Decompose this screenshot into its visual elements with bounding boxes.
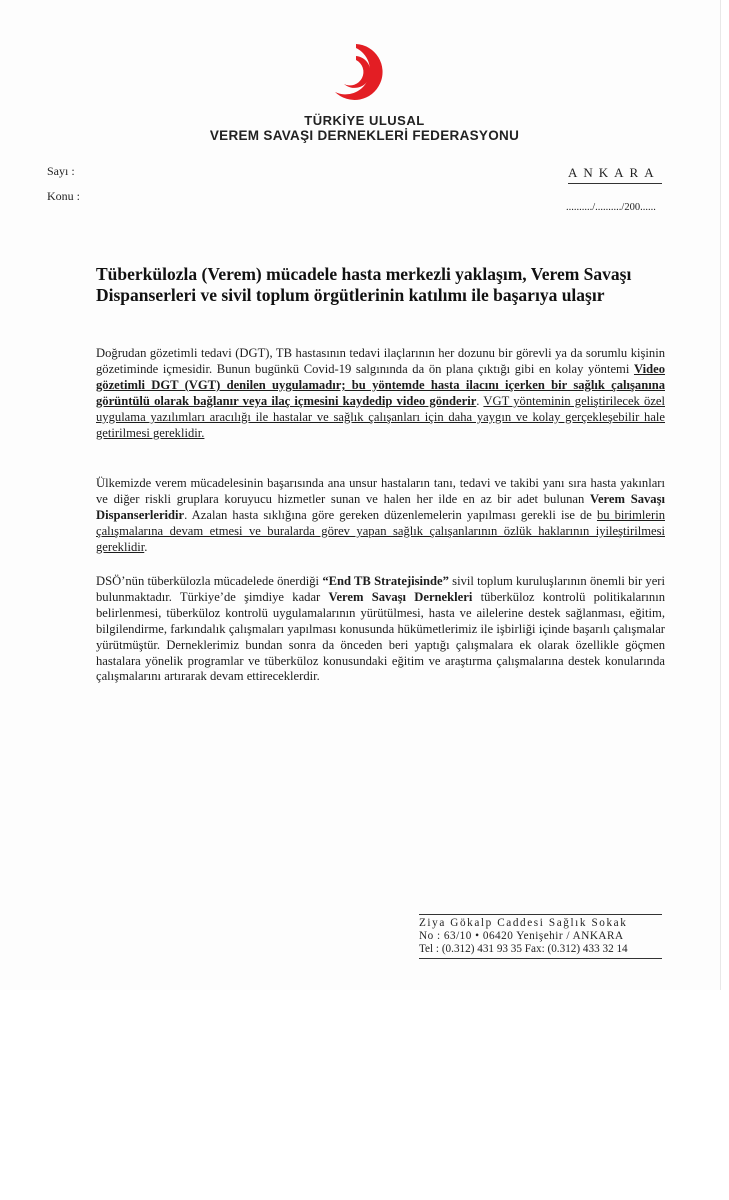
- paragraph-dispensaries: [96, 476, 665, 556]
- underlined-text: VGT yönteminin geliştirilecek özel uygulama yazılımları aracılığı ile hastalar ve sağlık çalışanları için daha yaygın ve kolay gerçekleşebilir hale getirilmesi gereklidir.: [96, 393, 665, 440]
- sayi-label: Sayı :: [47, 164, 75, 178]
- emphasis-text: Video gözetimli DGT (VGT) denilen uygulamadır; bu yöntemde hasta ilacını içerken bir sağlık çalışanına görüntülü olarak bağlanır veya ilaç içmesini kaydedip video gönderir: [96, 361, 665, 408]
- paragraph-text: Doğrudan gözetimli tedavi (DGT), TB hastasının tedavi ilaçlarının her dozunu bir görevli ya da sorumlu kişinin gözetiminde içmesidir. Bunun bugünkü Covid-19 salgınında da ön plana çıktığı gibi en kolay yöntemi: [96, 346, 665, 376]
- address-line: Ziya Gökalp Caddesi Sağlık Sokak: [419, 917, 628, 929]
- paragraph-dgt: [96, 346, 665, 441]
- paragraph-text: tüberküloz kontrolü politikalarının belirlenmesi, tüberküloz kontrolü uygulamalarının yürütülmesi, hasta ve ailelerine destek sağlanması, eğitim, bilgilendirme, farkındalık çalışmaları yapılması konusunda hükümetlerimiz ile işbirliği içinde başarılı çalışmalar yürütmüştür. Derneklerimiz bundan sonra da önceden beri yaptığı çalışmalara ek olarak özellikle göçmen hastalara yönelik programlar ve tüberküloz konusundaki eğitim ve araştırma çalışmalarına destek konularında çalışmalarını artırarak devam ettireceklerdir.: [96, 589, 665, 684]
- paragraph-text: .: [476, 393, 484, 408]
- emphasis-text: “End TB Stratejisinde”: [322, 574, 449, 588]
- paragraph-text: sivil toplum kuruluşlarının önemli bir yeri bulunmaktadır. Türkiye’de şimdiye kadar: [96, 574, 665, 604]
- paragraph-text: .: [144, 539, 148, 554]
- org-name-line2: VEREM SAVAŞI DERNEKLERİ FEDERASYONU: [209, 128, 520, 143]
- address-line: No : 63/10 • 06420 Yenişehir / ANKARA: [419, 930, 624, 942]
- phone-fax-line: Tel : (0.312) 431 93 35 Fax: (0.312) 433 32 14: [419, 943, 662, 959]
- emphasis-text: Verem Savaşı Dernekleri: [328, 589, 473, 604]
- org-name-line1: TÜRKİYE ULUSAL: [304, 113, 425, 128]
- konu-label: Konu :: [47, 189, 80, 203]
- crescent-shape: [335, 44, 383, 100]
- paragraph-text: . Azalan hasta sıklığına göre gereken düzenlemelerin yapılması gerekli ise de: [184, 507, 597, 522]
- paragraph-text: DSÖ’nün tüberkülozla mücadelede önerdiği: [96, 574, 323, 588]
- paragraph-ngo: [96, 574, 665, 685]
- emphasis-text: Verem Savaşı Dispanserleridir: [96, 491, 665, 522]
- date-placeholder: ........../........../200......: [566, 202, 656, 213]
- paragraph-text: Ülkemizde verem mücadelesinin başarısında ana unsur hastaların tanı, tedavi ve takibi yanı sıra hasta yakınları ve diğer riskli gruplara koruyucu hizmetler sunan ve halen her ilde en az bir adet bulunan: [96, 476, 665, 506]
- underlined-text: bu birimlerin çalışmalarına devam etmesi ve buralarda görev yapan sağlık çalışanlarının özlük haklarının iyileştirilmesi gereklidir: [96, 507, 665, 554]
- city-label: ANKARA: [568, 165, 662, 184]
- document-title: Tüberkülozla (Verem) mücadele hasta merkezli yaklaşım, Verem Savaşı Dispanserleri ve sivil toplum örgütlerinin katılımı ile başarıya ulaşır: [96, 264, 632, 305]
- crescent-logo-icon: [326, 42, 386, 102]
- address-footer: [419, 914, 662, 959]
